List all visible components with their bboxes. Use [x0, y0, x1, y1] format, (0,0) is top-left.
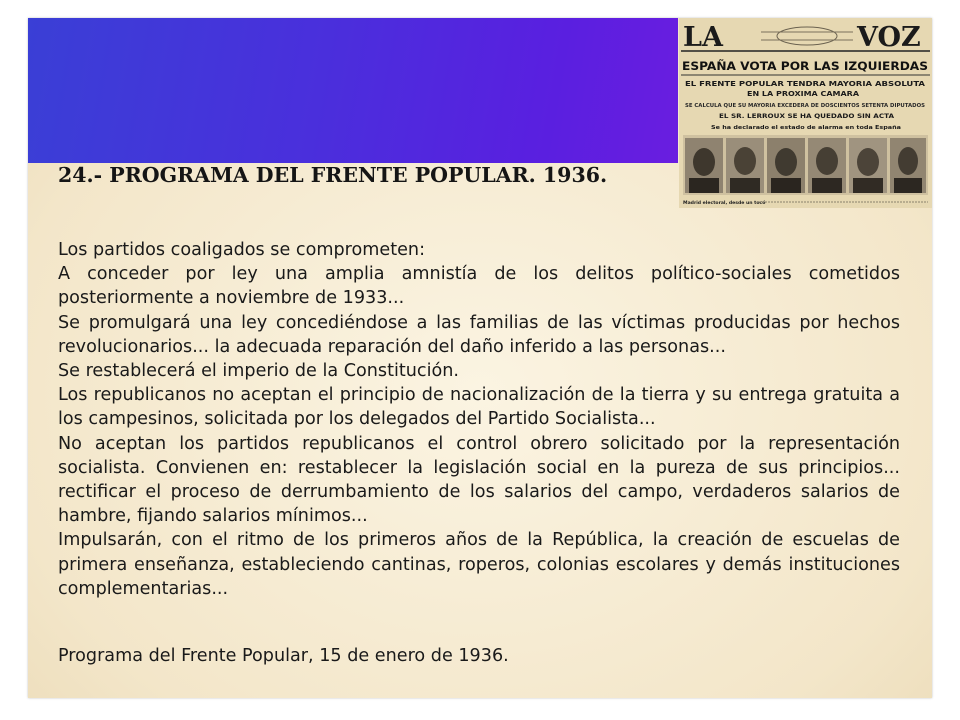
- program-text: [58, 238, 900, 601]
- source-citation: Programa del Frente Popular, 15 de enero de 1936.: [58, 646, 509, 666]
- paragraph-intro: Los partidos coaligados se comprometen:: [58, 240, 426, 260]
- portrait-photo: [890, 138, 926, 193]
- portrait-photo: [849, 138, 887, 193]
- newspaper-subhead-2: EN LA PROXIMA CAMARA: [747, 89, 860, 98]
- newspaper-la-voz-image: [679, 18, 932, 208]
- newspaper-headline: ESPAÑA VOTA POR LAS IZQUIERDAS: [682, 59, 915, 73]
- paragraph-constitution: Se restablecerá el imperio de la Constitución.: [58, 361, 460, 382]
- paragraph-land: Los republicanos no aceptan el principio de nacionalización de la tierra y su entrega gratuita a los campesinos, solicitada por los delegados del Partido Socialista...: [58, 385, 900, 430]
- newspaper-line-4: EL SR. LERROUX SE HA QUEDADO SIN ACTA: [719, 113, 895, 120]
- portrait-photo: [767, 138, 805, 193]
- paragraph-amnesty: A conceder por ley una amplia amnistía de los delitos político-sociales cometidos posteriormente a noviembre de 1933...: [58, 264, 900, 309]
- portrait-photo: [808, 138, 846, 193]
- slide-title: 24.- PROGRAMA DEL FRENTE POPULAR. 1936.: [58, 163, 608, 187]
- newspaper-line-5: Se ha declarado el estado de alarma en toda España: [711, 125, 902, 131]
- newspaper-masthead-right: VOZ: [857, 22, 921, 53]
- newspaper-line-3: SE CALCULA QUE SU MAYORIA EXCEDERA DE DOSCIENTOS SETENTA DIPUTADOS: [685, 104, 901, 109]
- paragraph-workers-control: No aceptan los partidos republicanos el control obrero solicitado por la representación socialista. Convienen en: restablecer la legislación social en la pureza de sus principios... rectificar el proceso de derrumbamiento de los salarios del campo, verdaderos salarios de hambre, fijando salarios mínimos...: [58, 433, 900, 527]
- newspaper-portraits: [683, 135, 928, 195]
- paragraph-schools: Impulsarán, con el ritmo de los primeros años de la República, la creación de escuelas de primera enseñanza, estableciendo cantinas, roperos, colonias escolares y demás instituciones complementarias...: [58, 530, 900, 599]
- paragraph-victims: Se promulgará una ley concediéndose a las familias de las víctimas producidas por hechos revolucionarios... la adecuada reparación del daño inferido a las personas...: [58, 312, 900, 357]
- newspaper-caption: Madrid electoral, desde un tocó: [683, 201, 766, 206]
- purple-banner: [28, 18, 678, 163]
- portrait-photo: [726, 138, 764, 193]
- newspaper-masthead-left: LA: [683, 22, 723, 53]
- portrait-photo: [685, 138, 723, 193]
- newspaper-subhead-1: EL FRENTE POPULAR TENDRA MAYORIA ABSOLUTA: [685, 79, 926, 88]
